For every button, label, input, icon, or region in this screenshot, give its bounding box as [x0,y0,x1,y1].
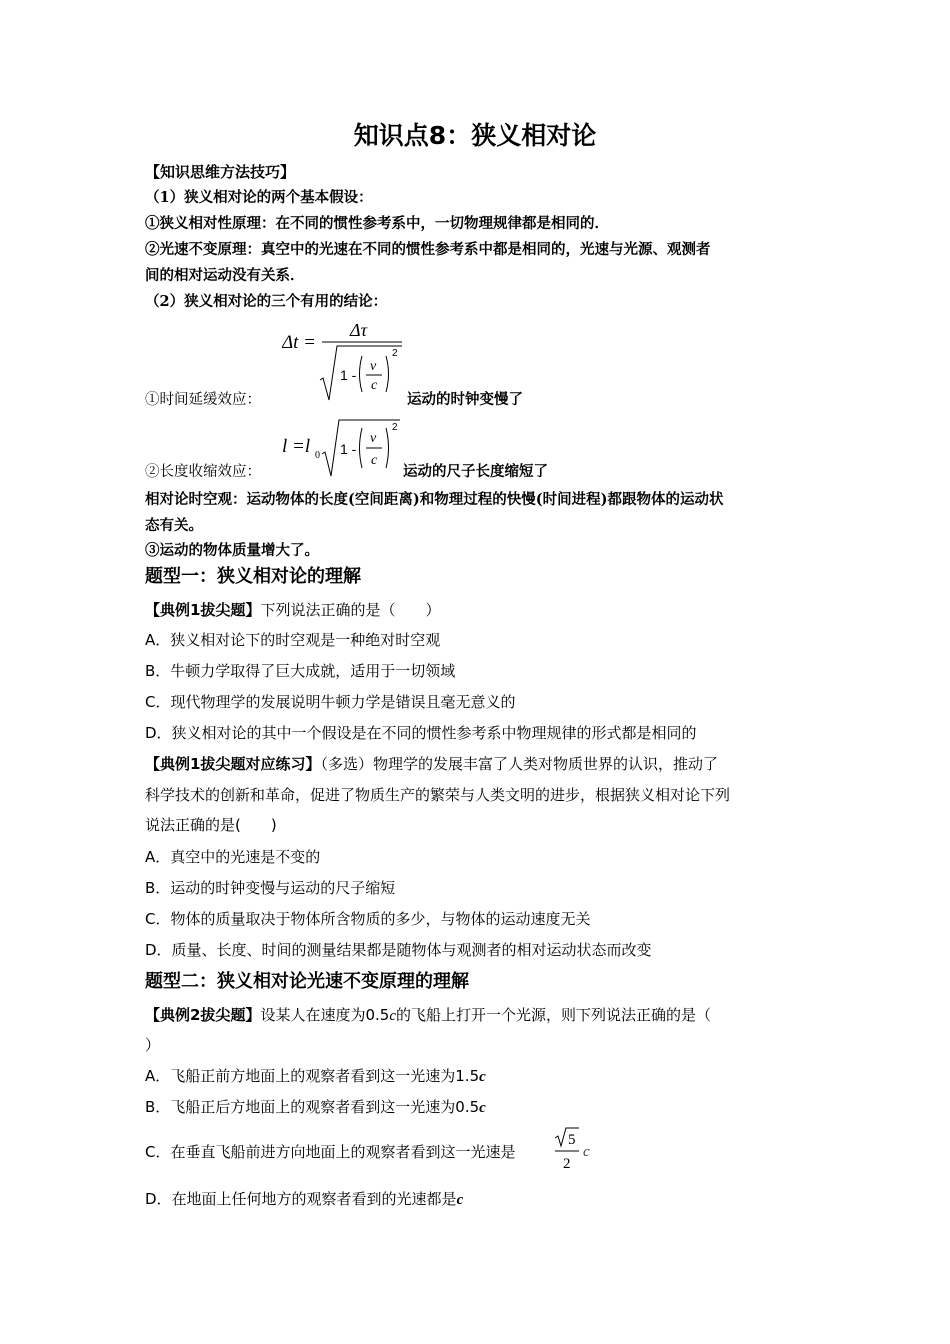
example2-question [145,1005,711,1026]
option-b-c: c [479,1100,486,1116]
formula-c: c [371,453,378,468]
option-a-c: c [479,1069,486,1085]
formula-denominator: 2 [563,1156,571,1172]
type1-heading: 题型一：狭义相对论的理解 [145,566,361,587]
assumptions-intro: （1）狭义相对论的两个基本假设： [145,189,373,206]
length-contraction-label: ②长度收缩效应： [145,464,261,480]
example2-stem-a: 设某人在速度为0.5 [260,1006,390,1024]
formula-root-term: 1 - [340,367,357,383]
practice1-line1 [145,754,718,774]
formula-exponent: 2 [392,348,398,359]
practice1-line3: 说法正确的是( ) [145,816,277,834]
example2-stem-close: ） [145,1036,161,1054]
example1-tag: 【典例1拔尖题】 [145,601,261,619]
practice1-option-b: B．运动的时钟变慢与运动的尺子缩短 [145,879,396,897]
practice1-tag: 【典例1拔尖题对应练习】 [145,755,321,773]
formula-numerator: Δτ [350,320,368,340]
example2-tag: 【典例2拔尖题】 [145,1006,261,1024]
example1-option-b: B．牛顿力学取得了巨大成就，适用于一切领域 [145,662,456,680]
option-d-text: D．在地面上任何地方的观察者看到的光速都是 [145,1190,457,1208]
example1-option-a: A．狭义相对论下的时空观是一种绝对时空观 [145,631,441,649]
time-dilation-formula [282,318,407,404]
light-speed-principle-line1: ②光速不变原理：真空中的光速在不同的惯性参考系中都是相同的，光速与光源、观测者 [145,241,711,258]
formula-lhs: l =l [282,436,311,457]
example1-option-c: C．现代物理学的发展说明牛顿力学是错误且毫无意义的 [145,693,516,711]
light-speed-principle-line2: 间的相对运动没有关系． [145,267,305,284]
option-a-text: A．飞船正前方地面上的观察者看到这一光速为1.5 [145,1067,480,1085]
time-dilation-label: ①时间延缓效应： [145,392,261,408]
option-c-text: C．在垂直飞船前进方向地面上的观察者看到这一光速是 [145,1143,516,1161]
example2-stem-c: c [389,1008,396,1024]
example1-option-d: D．狭义相对论的其中一个假设是在不同的惯性参考系中物理规律的形式都是相同的 [145,724,697,742]
spacetime-view-line2: 态有关。 [145,517,203,534]
formula-v: v [370,359,377,374]
formula-c: c [371,378,378,393]
example1-stem: 下列说法正确的是（ ） [260,601,441,619]
practice1-stem-1: （多选）物理学的发展丰富了人类对物质世界的认识，推动了 [320,755,718,773]
formula-subscript: 0 [315,450,320,461]
conclusions-intro: （2）狭义相对论的三个有用的结论： [145,293,388,310]
formula-root-term: 1 - [340,441,357,457]
option-b-text: B．飞船正后方地面上的观察者看到这一光速为0.5 [145,1098,480,1116]
example2-option-a [145,1066,486,1087]
sqrt5-over-2-c-formula [553,1124,598,1174]
example1-question [145,600,440,620]
method-heading: 【知识思维方法技巧】 [145,163,296,181]
practice1-line2: 科学技术的创新和革命，促进了物质生产的繁荣与人类文明的进步，根据狭义相对论下列 [145,786,731,804]
page-title: 知识点8：狭义相对论 [353,121,597,150]
relativity-principle: ①狭义相对性原理：在不同的惯性参考系中，一切物理规律都是相同的． [145,215,609,232]
formula-c: c [583,1144,590,1160]
length-contraction-formula [282,414,407,480]
formula-v: v [370,431,377,446]
formula-lhs: Δt = [282,332,317,353]
formula-sqrt-arg: 5 [568,1132,576,1148]
spacetime-view-line1: 相对论时空观：运动物体的长度(空间距离)和物理过程的快慢(时间进程)都跟物体的运动状 [145,491,724,508]
example2-stem-b: 的飞船上打开一个光源，则下列说法正确的是（ [395,1006,711,1024]
length-contraction-note: 运动的尺子长度缩短了 [403,463,548,480]
formula-exponent: 2 [392,422,398,433]
practice1-option-a: A．真空中的光速是不变的 [145,848,321,866]
type2-heading: 题型二：狭义相对论光速不变原理的理解 [145,971,469,992]
practice1-option-c: C．物体的质量取决于物体所含物质的多少，与物体的运动速度无关 [145,910,591,928]
practice1-option-d: D．质量、长度、时间的测量结果都是随物体与观测者的相对运动状态而改变 [145,941,652,959]
example2-option-c [145,1142,515,1162]
example2-option-d [145,1189,463,1210]
time-dilation-note: 运动的时钟变慢了 [407,391,523,408]
example2-option-b [145,1097,486,1118]
option-d-c: c [456,1192,464,1208]
mass-increase: ③运动的物体质量增大了。 [145,542,319,559]
